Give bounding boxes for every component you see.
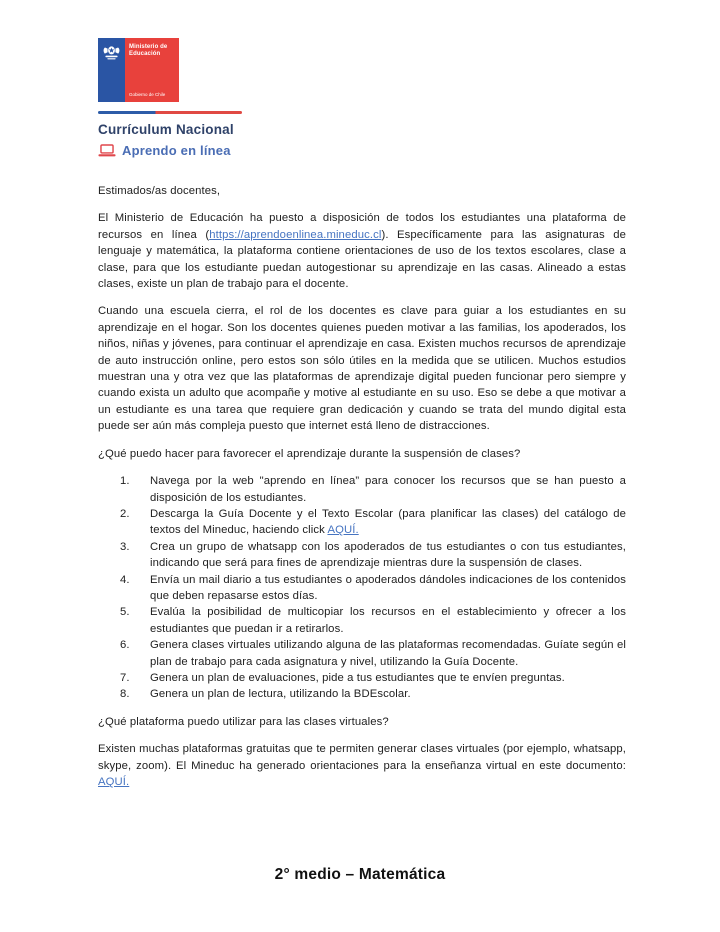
list-item-text-segment: Descarga la Guía Docente y el Texto Escolar (para planificar las clases) del catálogo de textos del Mineduc, haciendo click xyxy=(150,507,626,537)
laptop-icon xyxy=(98,144,116,157)
paragraph-virtual-classes xyxy=(98,741,626,790)
aprendoenlinea-url-link[interactable]: https://aprendoenlinea.mineduc.cl xyxy=(209,228,382,241)
list-item-number: 6. xyxy=(120,639,130,652)
page-footer-title: 2° medio – Matemática xyxy=(274,866,446,883)
list-item-text: Genera clases virtuales utilizando alguna de las plataformas recomendadas. Guíate según el plan de trabajo para cada asignatura y nivel, utilizando la Guía Docente. xyxy=(150,639,626,668)
list-item-text: Evalúa la posibilidad de multicopiar los recursos en el establecimiento y ofrecer a los estudiantes que puedan ir a retirarlos. xyxy=(150,606,626,635)
question-suspension: ¿Qué puedo hacer para favorecer el aprendizaje durante la suspensión de clases? xyxy=(98,447,521,460)
list-item-text: Genera un plan de lectura, utilizando la BDEscolar. xyxy=(150,688,411,701)
aprendo-en-linea-label: Aprendo en línea xyxy=(122,143,231,158)
list-item xyxy=(120,473,626,506)
list-item-text xyxy=(150,506,626,539)
paragraph-text: Existen muchas plataformas gratuitas que te permiten generar clases virtuales (por ejemplo, whatsapp, skype, zoom). El Mineduc ha generado orientaciones para la enseñanza virtual en este documento: xyxy=(98,743,626,772)
salutation: Estimados/as docentes, xyxy=(98,185,221,197)
recommendations-list xyxy=(98,473,626,703)
ministry-name xyxy=(129,44,179,58)
government-name: Gobierno de Chile xyxy=(129,92,166,97)
catalog-aqui-link[interactable]: AQUÍ. xyxy=(327,524,359,537)
list-item-number: 2. xyxy=(120,507,130,520)
list-item-text: Envía un mail diario a tus estudiantes o apoderados dándoles indicaciones de los contenidos que deben repasarse estos días. xyxy=(150,573,626,602)
list-item-text: Navega por la web "aprendo en línea” para conocer los recursos que se han puesto a disposición de los estudiantes. xyxy=(150,475,626,504)
list-item xyxy=(120,506,626,539)
aprendo-en-linea-brand xyxy=(98,143,242,158)
list-item xyxy=(120,637,626,670)
list-item xyxy=(120,539,626,572)
list-item-text: Crea un grupo de whatsapp con los apoderados de tus estudiantes o con tus estudiantes, indicando que será para fines de aprendizaje mientras dure la suspensión de clases. xyxy=(150,540,626,570)
list-item-text: Genera un plan de evaluaciones, pide a tus estudiantes que te envíen preguntas. xyxy=(150,671,565,684)
list-item-number: 4. xyxy=(120,573,130,586)
paragraph-text: ). Específicamente para las asignaturas de lenguaje y matemática, la plataforma contiene orientaciones de uso de los textos escolares, clase a clase, para que los estudiante puedan autogestionar su aprendizaje en las casas. Alineado a estas clases, existe un plan de trabajo para el docente. xyxy=(98,228,627,291)
list-item-number: 3. xyxy=(120,540,130,553)
list-item-number: 7. xyxy=(120,671,130,684)
paragraph-teacher-role: Cuando una escuela cierra, el rol de los docentes es clave para guiar a los estudiantes en su aprendizaje en el hogar. Son los docentes quienes pueden motivar a las familias, los apoderados, los niños, niñas y jóvenes, para continuar el aprendizaje en casa. Existen muchos recursos de aprendizaje de auto instrucción online, pero estos son sólo útiles en la medida que se utilicen. Muchos estudios muestran una y otra vez que las plataformas de aprendizaje digital pueden funcionar pero siempre y cuando exista un adulto que acompañe y motive al estudiante en su uso. Eso se debe a que motivar a un estudiante es una tarea que requiere gran dedicación y cuando se trata del mundo digital esta puede ser aún más compleja puesto que internet está lleno de distracciones. xyxy=(98,305,626,433)
ministry-name-line2: Educación xyxy=(129,51,161,57)
orientations-aqui-link[interactable]: AQUÍ. xyxy=(98,776,130,788)
list-item xyxy=(120,604,626,637)
list-item xyxy=(120,572,626,605)
mineduc-logo xyxy=(98,38,179,102)
curriculum-nacional-title: Currículum Nacional xyxy=(98,122,234,137)
ministry-name-line1: Ministerio de xyxy=(129,44,168,50)
list-item-number: 8. xyxy=(120,688,130,701)
list-item xyxy=(120,686,626,702)
brand-divider xyxy=(98,111,242,114)
paragraph-platform-intro xyxy=(98,210,626,292)
chile-coat-of-arms-icon xyxy=(102,44,121,61)
logo-blue-panel xyxy=(98,38,125,102)
list-item-number: 5. xyxy=(120,606,130,619)
letter-body xyxy=(98,183,626,801)
letterhead xyxy=(98,38,242,158)
list-item xyxy=(120,670,626,686)
logo-red-panel xyxy=(125,38,179,102)
paragraph-text: El Ministerio de Educación ha puesto a disposición de todos los estudiantes una plataforma de recursos en línea ( xyxy=(98,212,626,241)
question-platforms: ¿Qué plataforma puedo utilizar para las clases virtuales? xyxy=(98,715,389,728)
list-item-number: 1. xyxy=(120,475,130,488)
